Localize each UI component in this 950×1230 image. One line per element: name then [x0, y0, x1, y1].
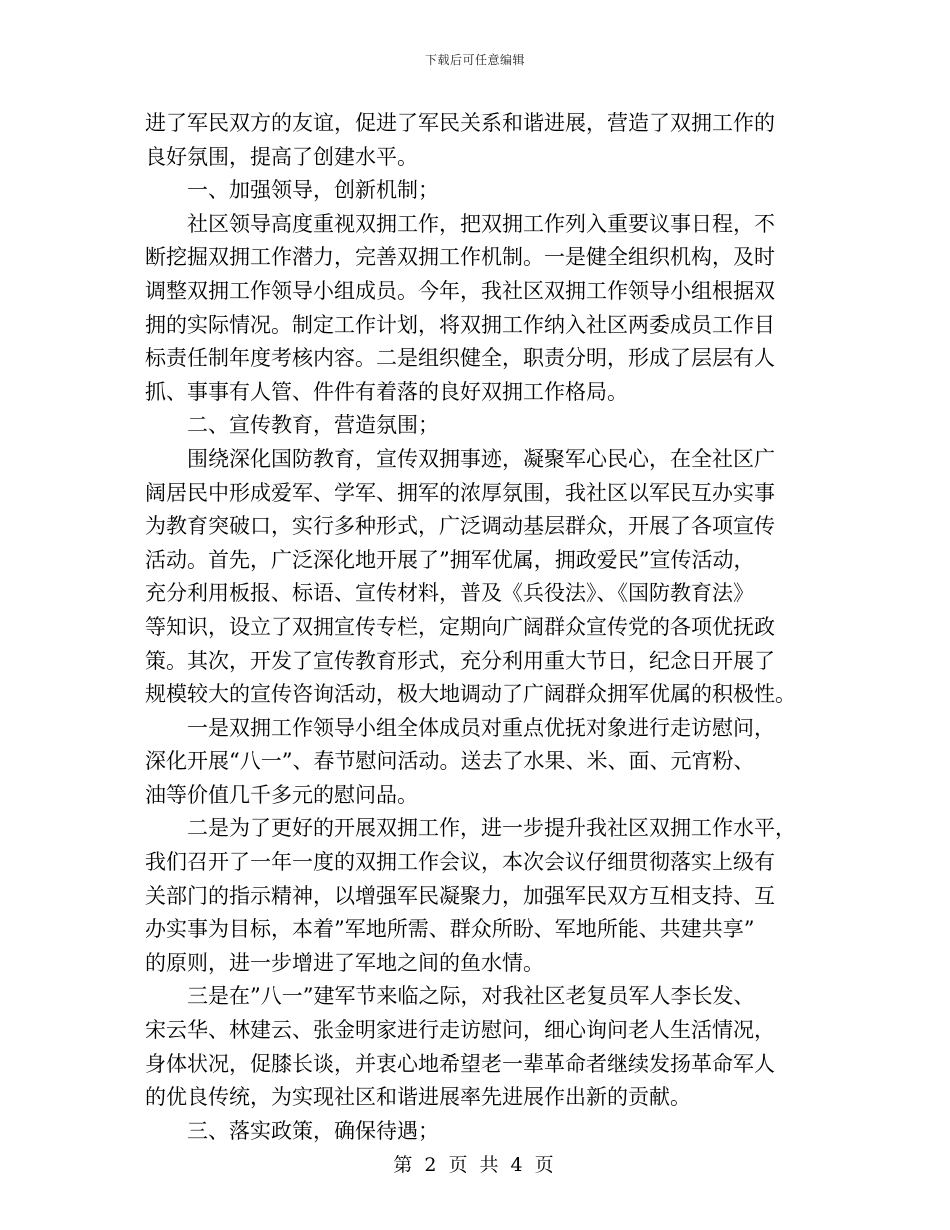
text-line: 阔居民中形成爱军、学军、拥军的浓厚氛围，我社区以军民互办实事 — [145, 480, 775, 505]
page-header: 下载后可任意编辑 — [424, 53, 525, 67]
document-body — [145, 107, 805, 1148]
text-line: 规模较大的宣传咨询活动，极大地调动了广阔群众拥军优属的积极性。 — [145, 682, 796, 707]
text-line: 社区领导高度重视双拥工作，把双拥工作列入重要议事日程，不 — [187, 211, 775, 236]
page-footer: 第 2 页 共 4 页 — [393, 1154, 557, 1176]
text-line: 一、加强领导，创新机制； — [187, 178, 439, 203]
text-line: 拥的实际情况。制定工作计划，将双拥工作纳入社区两委成员工作目 — [145, 312, 775, 337]
text-line: 关部门的指示精神，以增强军民凝聚力，加强军民双方互相支持、互 — [145, 883, 775, 908]
text-line: 宋云华、林建云、张金明家进行走访慰问，细心询问老人生活情况， — [145, 1018, 775, 1043]
text-line: 油等价值几千多元的慰问品。 — [145, 782, 418, 807]
text-line: 围绕深化国防教育，宣传双拥事迹，凝聚军心民心，在全社区广 — [187, 446, 775, 471]
text-line: 身体状况，促膝长谈，并衷心地希望老一辈革命者继续发扬革命军人 — [145, 1051, 775, 1076]
text-line: 三、落实政策，确保待遇； — [187, 1118, 439, 1143]
text-line: 的原则，进一步增进了军地之间的鱼水情。 — [145, 950, 544, 975]
text-line: 充分利用板报、标语、宣传材料，普及《兵役法》、《国防教育法》 — [145, 581, 754, 606]
text-line: 策。其次，开发了宣传教育形式，充分利用重大节日，纪念日开展了 — [145, 648, 775, 673]
text-line: 调整双拥工作领导小组成员。今年，我社区双拥工作领导小组根据双 — [145, 278, 775, 303]
text-line: 良好氛围，提高了创建水平。 — [145, 144, 418, 169]
text-line: 的优良传统，为实现社区和谐进展率先进展作出新的贡献。 — [145, 1085, 691, 1110]
text-line: 三是在”八一”建军节来临之际，对我社区老复员军人李长发、 — [187, 984, 755, 1009]
text-line: 抓、事事有人管、件件有着落的良好双拥工作格局。 — [145, 379, 628, 404]
body-text — [145, 107, 805, 1148]
text-line: 为教育突破口，实行多种形式，广泛调动基层群众，开展了各项宣传 — [145, 514, 775, 539]
text-line: 二、宣传教育，营造氛围； — [187, 413, 439, 438]
text-line: 二是为了更好的开展双拥工作，进一步提升我社区双拥工作水平， — [187, 816, 796, 841]
text-line: 等知识，设立了双拥宣传专栏，定期向广阔群众宣传党的各项优抚政 — [145, 614, 775, 639]
text-line: 断挖掘双拥工作潜力，完善双拥工作机制。一是健全组织机构，及时 — [145, 245, 775, 270]
text-line: 活动。首先，广泛深化地开展了”拥军优属，拥政爱民”宣传活动， — [145, 547, 755, 572]
text-line: 进了军民双方的友谊，促进了军民关系和谐进展，营造了双拥工作的 — [145, 111, 775, 135]
text-line: 深化开展“八一”、春节慰问活动。送去了水果、米、面、元宵粉、 — [145, 749, 755, 774]
text-line: 标责任制年度考核内容。二是组织健全，职责分明，形成了层层有人 — [145, 346, 775, 371]
text-line: 办实事为目标，本着”军地所需、群众所盼、军地所能、共建共享” — [145, 917, 755, 942]
text-line: 一是双拥工作领导小组全体成员对重点优抚对象进行走访慰问， — [187, 715, 775, 740]
text-line: 我们召开了一年一度的双拥工作会议，本次会议仔细贯彻落实上级有 — [145, 850, 775, 875]
